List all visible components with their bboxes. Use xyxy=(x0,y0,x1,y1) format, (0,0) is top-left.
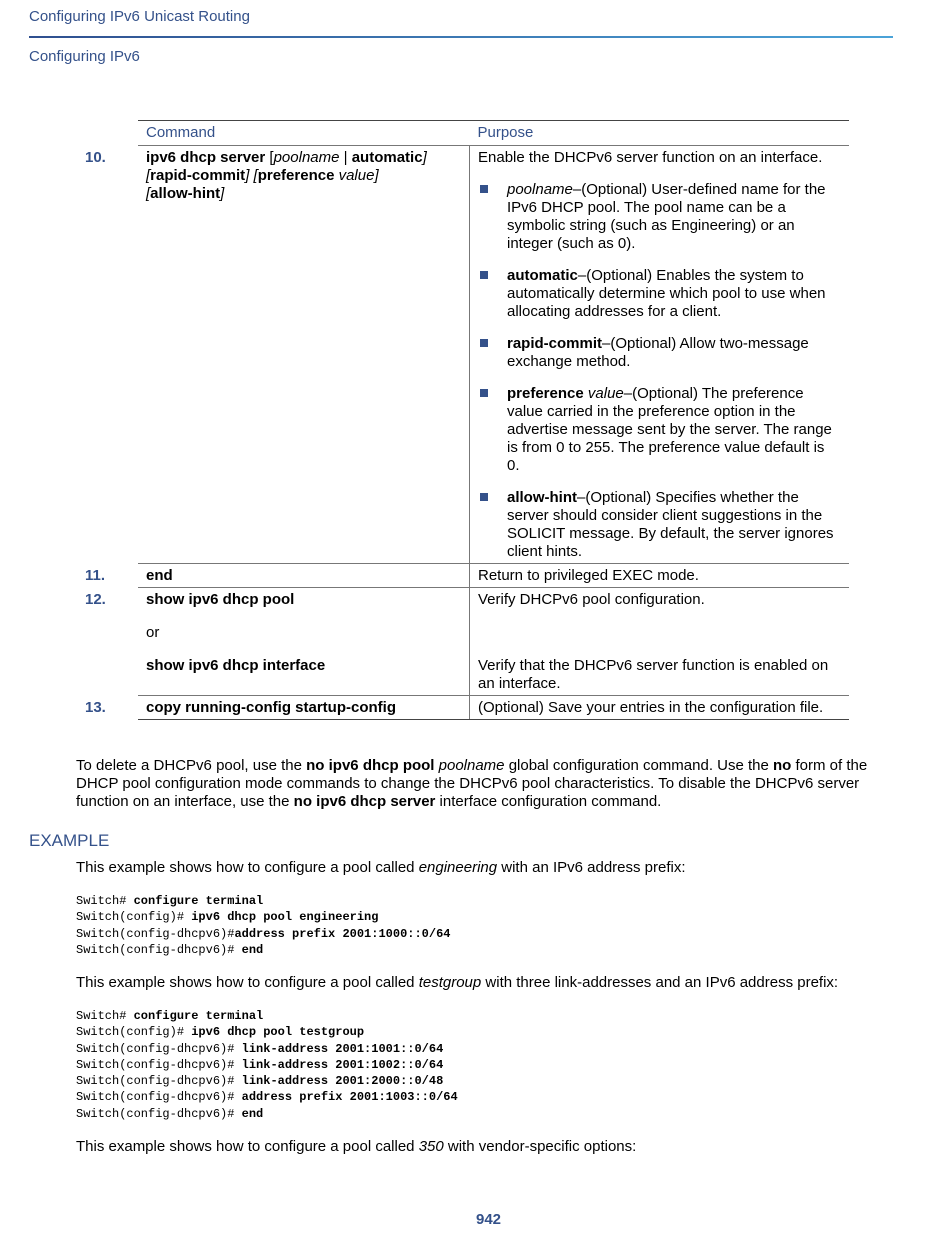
column-header-command: Command xyxy=(138,121,470,146)
list-item: allow-hint–(Optional) Specifies whether the server should consider client suggestions in the SOLICIT message. By default, the server ignores client hints. xyxy=(478,489,841,561)
bullet-square-icon xyxy=(480,339,488,347)
example-intro: This example shows how to configure a pool called engineering with an IPv6 address prefix: xyxy=(76,859,686,876)
list-item: preference value–(Optional) The preference value carried in the preference option in the advertise message sent by the server. The range is from 0 to 255. The preference value default is 0. xyxy=(478,385,841,475)
step-number: 13. xyxy=(85,698,106,716)
table-header-row xyxy=(78,121,849,146)
body-paragraph: To delete a DHCPv6 pool, use the no ipv6 dhcp pool poolname global configuration command. Use the no form of the DHCP pool configuration mode commands to change the DHCPv6 pool characteristics. To disable the DHCPv6 server function on an interface, use the no ipv6 dhcp server interface configuration command. xyxy=(76,757,868,810)
code-line: Switch(config-dhcpv6)# end xyxy=(76,942,264,957)
command-cell: show ipv6 dhcp pool or show ipv6 dhcp interface xyxy=(138,588,470,696)
bullet-square-icon xyxy=(480,185,488,193)
bullet-square-icon xyxy=(480,389,488,397)
command-cell: ipv6 dhcp server [poolname | automatic] [rapid-commit] [preference value] [allow-hint] xyxy=(138,146,470,564)
code-line: Switch(config-dhcpv6)# end xyxy=(76,1106,264,1121)
code-line: Switch(config-dhcpv6)# link-address 2001:2000::0/48 xyxy=(76,1074,444,1089)
example-intro: This example shows how to configure a pool called 350 with vendor-specific options: xyxy=(76,1138,637,1155)
page-number: 942 xyxy=(475,1211,502,1228)
step-number: 12. xyxy=(85,590,106,608)
purpose-cell: Verify DHCPv6 pool configuration. Verify that the DHCPv6 server function is enabled on an interface. xyxy=(470,588,850,696)
list-item: automatic–(Optional) Enables the system to automatically determine which pool to use when allocating addresses for a client. xyxy=(478,267,841,321)
column-header-purpose: Purpose xyxy=(470,121,850,146)
step-number: 11. xyxy=(85,566,106,584)
code-line: Switch(config-dhcpv6)# address prefix 2001:1003::0/64 xyxy=(76,1090,458,1105)
running-header-subtitle: Configuring IPv6 xyxy=(29,48,140,65)
command-table xyxy=(78,120,849,720)
code-line: Switch(config)# ipv6 dhcp pool engineering xyxy=(76,910,379,925)
table-row xyxy=(78,588,849,696)
header-rule xyxy=(29,36,893,38)
list-item: poolname–(Optional) User-defined name for the IPv6 DHCP pool. The pool name can be a symbolic string (such as Engineering) or an integer (such as 0). xyxy=(478,181,841,253)
code-block xyxy=(76,1008,458,1122)
bullet-square-icon xyxy=(480,271,488,279)
code-line: Switch# configure terminal xyxy=(76,894,264,908)
purpose-cell: (Optional) Save your entries in the configuration file. xyxy=(470,696,850,720)
bullet-square-icon xyxy=(480,493,488,501)
code-line: Switch# configure terminal xyxy=(76,1009,264,1023)
step-number: 10. xyxy=(85,148,106,166)
code-line: Switch(config)# ipv6 dhcp pool testgroup xyxy=(76,1025,365,1040)
purpose-intro: Enable the DHCPv6 server function on an interface. xyxy=(478,149,823,166)
code-line: Switch(config-dhcpv6)# link-address 2001:1001::0/64 xyxy=(76,1041,444,1056)
table-row xyxy=(78,564,849,588)
code-line: Switch(config-dhcpv6)#address prefix 2001:1000::0/64 xyxy=(76,926,451,941)
example-heading: EXAMPLE xyxy=(29,831,110,850)
command-cell: copy running-config startup-config xyxy=(138,696,470,720)
command-cell: end xyxy=(138,564,470,588)
purpose-cell: Return to privileged EXEC mode. xyxy=(470,564,850,588)
purpose-cell xyxy=(470,146,850,564)
code-line: Switch(config-dhcpv6)# link-address 2001:1002::0/64 xyxy=(76,1057,444,1072)
code-block xyxy=(76,893,450,958)
running-header-title: Configuring IPv6 Unicast Routing xyxy=(29,8,250,25)
example-intro: This example shows how to configure a pool called testgroup with three link-addresses and an IPv6 address prefix: xyxy=(76,974,839,991)
list-item: rapid-commit–(Optional) Allow two-message exchange method. xyxy=(478,335,841,371)
table-row xyxy=(78,696,849,720)
table-row xyxy=(78,146,849,564)
